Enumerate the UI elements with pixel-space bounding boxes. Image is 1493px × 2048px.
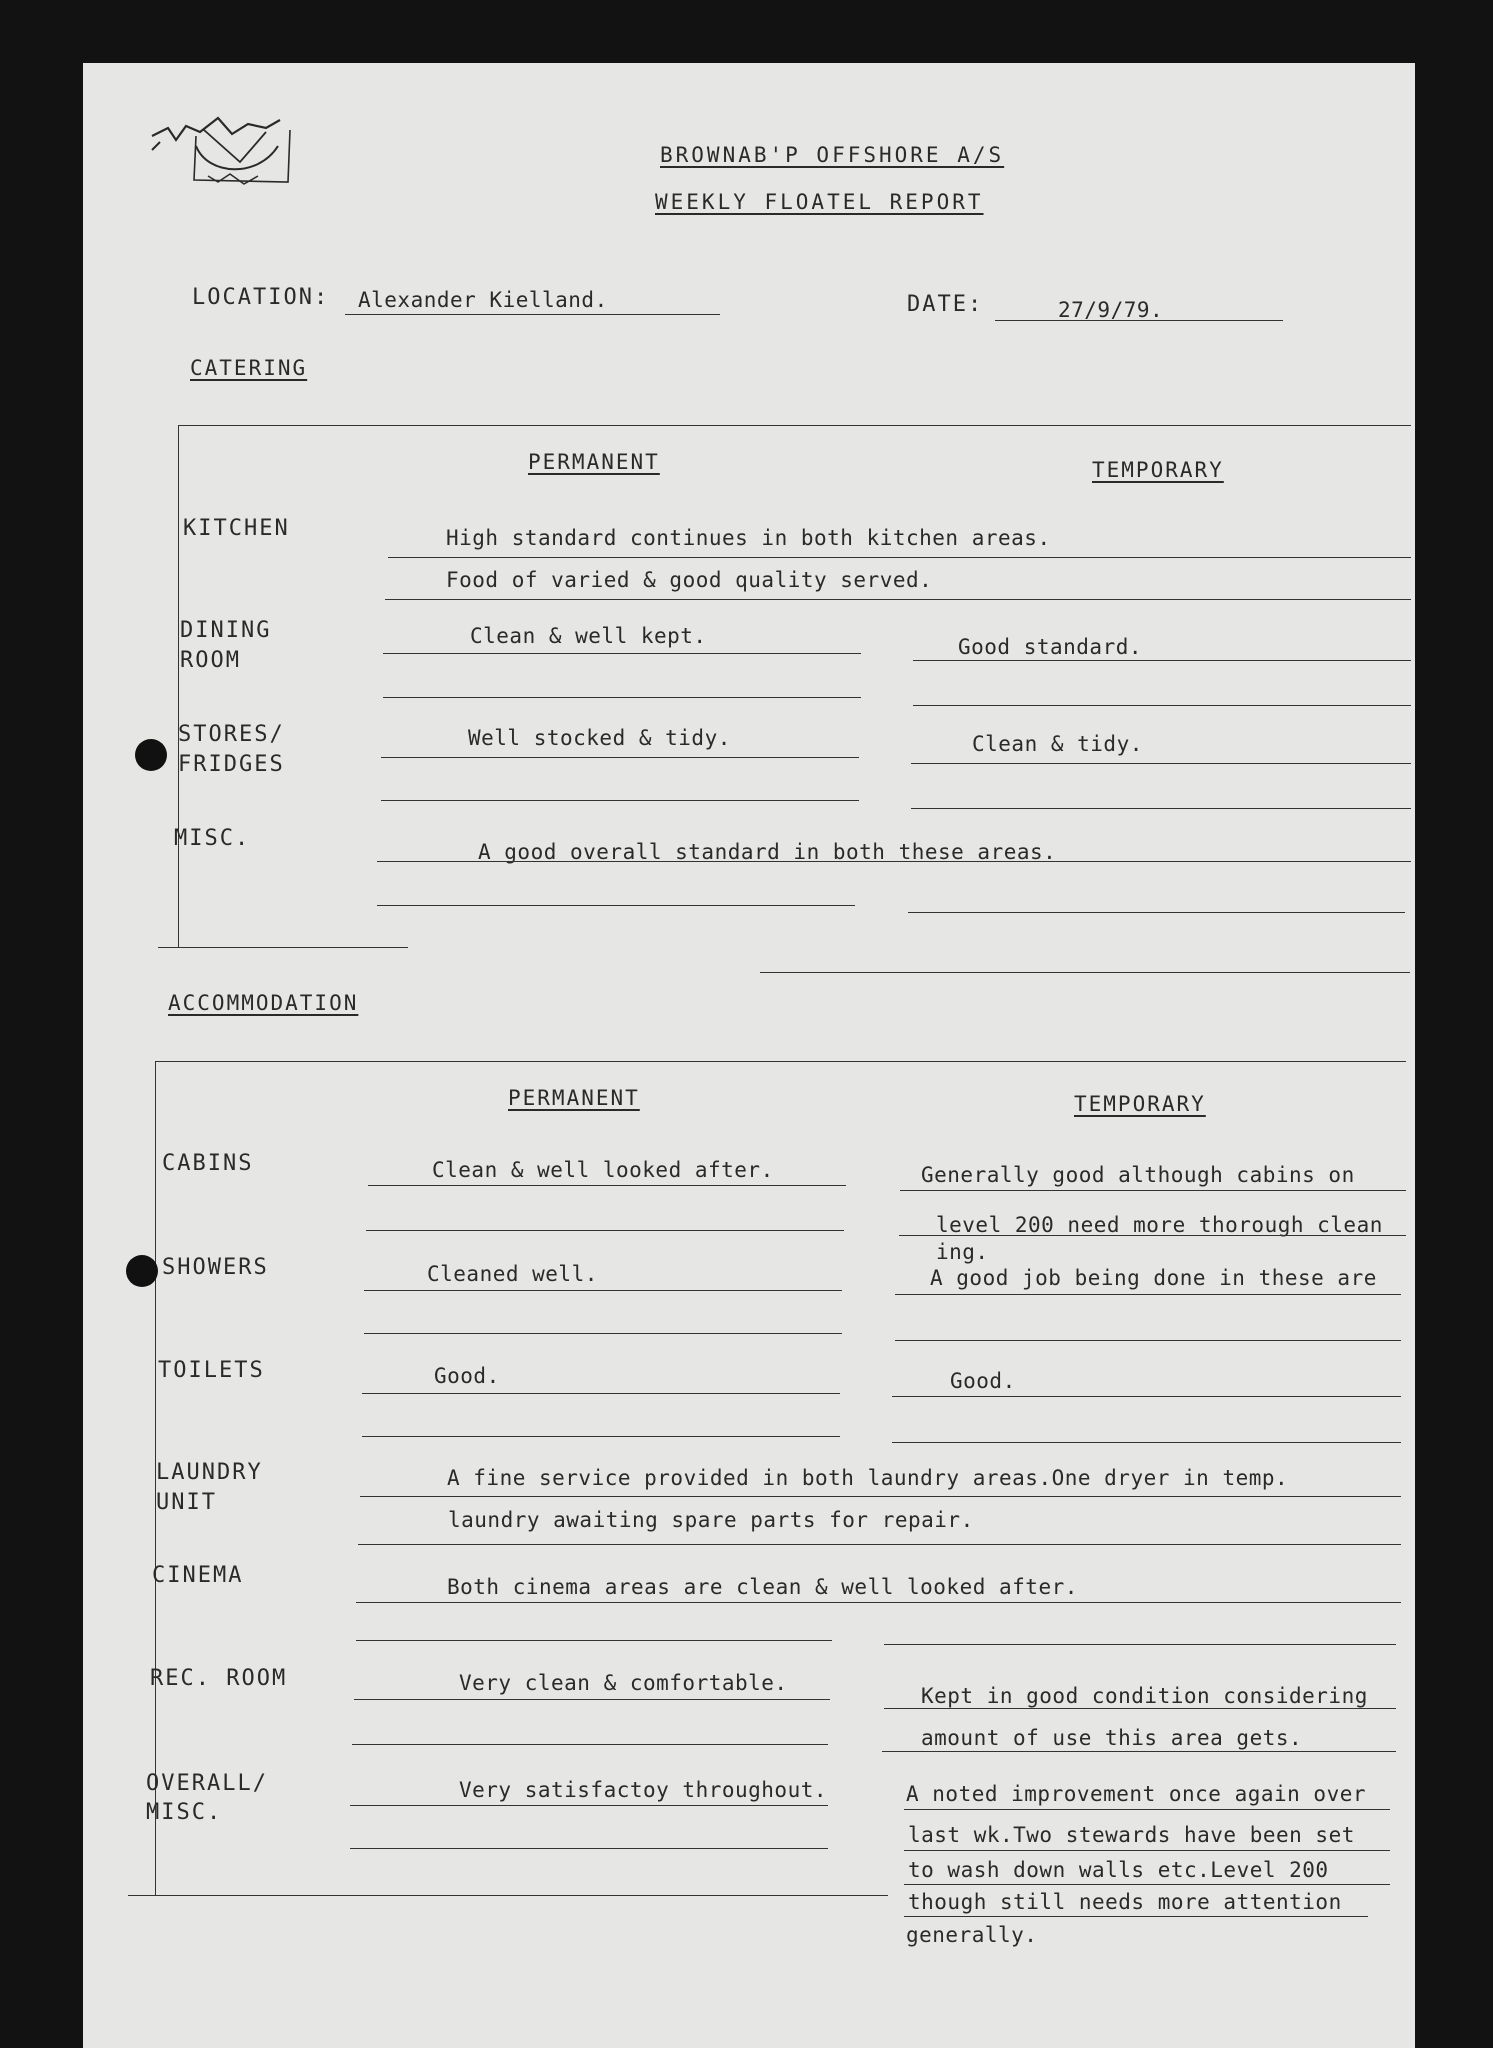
cinema-text: Both cinema areas are clean & well looked after. [447, 1575, 1078, 1599]
punch-hole-upper [135, 739, 167, 771]
toilets-perm-rule-2 [362, 1436, 840, 1437]
kitchen-rule-2 [385, 599, 1411, 600]
dining-temp-rule-2 [913, 705, 1411, 706]
cabins-temp-rule-1 [900, 1190, 1406, 1191]
showers-permanent: Cleaned well. [427, 1262, 598, 1286]
stores-permanent: Well stocked & tidy. [468, 726, 731, 750]
dining-permanent: Clean & well kept. [470, 624, 707, 648]
dining-perm-rule-1 [383, 653, 861, 654]
overall-temporary-4: though still needs more attention [908, 1890, 1342, 1914]
laundry-line-1: A fine service provided in both laundry areas.One dryer in temp. [447, 1466, 1289, 1490]
dining-temporary: Good standard. [958, 635, 1143, 659]
overall-temporary-1: A noted improvement once again over [906, 1782, 1367, 1806]
laundry-rule-1 [360, 1496, 1401, 1497]
misc-temp-rule-2 [908, 912, 1405, 913]
cabins-permanent: Clean & well looked after. [432, 1158, 774, 1182]
toilets-temp-rule-2 [892, 1442, 1401, 1443]
stores-temp-rule-2 [911, 808, 1411, 809]
punch-hole-lower [126, 1255, 158, 1287]
overall-label-2: MISC. [146, 1800, 223, 1825]
cabins-temporary-3: ing. [936, 1240, 989, 1264]
company-name: BROWNAB'P OFFSHORE A/S [660, 143, 1005, 167]
rec-room-temporary-2: amount of use this area gets. [921, 1726, 1303, 1750]
rec-temp-rule-1 [884, 1708, 1396, 1709]
rec-perm-rule-2 [352, 1744, 828, 1745]
rec-room-permanent: Very clean & comfortable. [459, 1671, 788, 1695]
cabins-label: CABINS [162, 1151, 254, 1176]
date-underline [995, 320, 1283, 321]
overall-perm-rule-1 [350, 1805, 828, 1806]
overall-temp-rule-1 [904, 1809, 1390, 1810]
cinema-temp-rule-2 [884, 1644, 1396, 1645]
laundry-label-2: UNIT [156, 1490, 217, 1515]
showers-temp-rule-2 [895, 1340, 1401, 1341]
dining-temp-rule-1 [913, 660, 1411, 661]
catering-col-permanent: PERMANENT [528, 450, 660, 474]
catering-section-title: CATERING [190, 356, 308, 380]
accommodation-box-bottom [128, 1895, 888, 1896]
cabins-perm-rule-1 [368, 1185, 846, 1186]
showers-label: SHOWERS [162, 1255, 269, 1280]
cabins-temporary-1: Generally good although cabins on [921, 1163, 1355, 1187]
stores-perm-rule-1 [381, 757, 859, 758]
overall-label-1: OVERALL/ [146, 1771, 268, 1796]
cabins-perm-rule-2 [366, 1230, 844, 1231]
overall-perm-rule-2 [350, 1848, 828, 1849]
cinema-perm-rule-2 [356, 1640, 832, 1641]
cabins-temp-rule-2 [899, 1235, 1406, 1236]
accommodation-section-title: ACCOMMODATION [168, 991, 359, 1015]
rec-temp-rule-2 [882, 1751, 1396, 1752]
kitchen-label: KITCHEN [183, 516, 290, 541]
cabins-temporary-2: level 200 need more thorough clean [936, 1213, 1383, 1237]
overall-temporary-5: generally. [906, 1923, 1038, 1947]
toilets-permanent: Good. [434, 1364, 500, 1388]
showers-temporary: A good job being done in these are [930, 1266, 1377, 1290]
rec-perm-rule-1 [354, 1699, 830, 1700]
laundry-line-2: laundry awaiting spare parts for repair. [448, 1508, 974, 1532]
catering-box-left [178, 425, 179, 947]
kitchen-line-2: Food of varied & good quality served. [446, 568, 933, 592]
kitchen-rule-1 [388, 557, 1411, 558]
catering-col-temporary: TEMPORARY [1092, 458, 1224, 482]
toilets-label: TOILETS [158, 1358, 265, 1383]
laundry-rule-2 [358, 1544, 1401, 1545]
misc-rule-1 [377, 861, 1411, 862]
catering-box-top [178, 425, 1411, 426]
toilets-perm-rule-1 [362, 1393, 840, 1394]
overall-temp-rule-4 [904, 1916, 1368, 1917]
showers-temp-rule-1 [895, 1294, 1401, 1295]
company-logo-scribble [148, 106, 318, 196]
kitchen-line-1: High standard continues in both kitchen areas. [446, 526, 1051, 550]
dining-label-1: DINING [180, 618, 272, 643]
showers-perm-rule-2 [364, 1333, 842, 1334]
catering-misc-label: MISC. [174, 826, 251, 851]
stores-temporary: Clean & tidy. [972, 732, 1143, 756]
showers-perm-rule-1 [364, 1290, 842, 1291]
overall-permanent: Very satisfactoy throughout. [459, 1778, 828, 1802]
rec-room-label: REC. ROOM [150, 1666, 288, 1691]
location-label: LOCATION: [192, 285, 330, 310]
report-title: WEEKLY FLOATEL REPORT [655, 190, 984, 214]
laundry-label-1: LAUNDRY [156, 1460, 263, 1485]
cinema-label: CINEMA [152, 1563, 244, 1588]
catering-box-bottom-right [760, 972, 1410, 973]
location-underline [345, 314, 720, 315]
toilets-temp-rule-1 [892, 1396, 1401, 1397]
rec-room-temporary-1: Kept in good condition considering [921, 1684, 1368, 1708]
dining-perm-rule-2 [383, 697, 861, 698]
catering-misc-text: A good overall standard in both these areas. [478, 840, 1057, 864]
date-value: 27/9/79. [1058, 298, 1164, 322]
accommodation-box-top [155, 1061, 1406, 1062]
accommodation-col-temporary: TEMPORARY [1074, 1092, 1206, 1116]
stores-perm-rule-2 [381, 800, 859, 801]
toilets-temporary: Good. [950, 1369, 1016, 1393]
catering-box-bottom [158, 947, 408, 948]
misc-perm-rule-2 [377, 905, 855, 906]
stores-label-1: STORES/ [178, 722, 285, 747]
dining-label-2: ROOM [180, 648, 241, 673]
overall-temp-rule-3 [904, 1884, 1390, 1885]
overall-temp-rule-2 [904, 1850, 1390, 1851]
overall-temporary-3: to wash down walls etc.Level 200 [908, 1858, 1329, 1882]
accommodation-col-permanent: PERMANENT [508, 1086, 640, 1110]
date-label: DATE: [907, 292, 984, 317]
location-value: Alexander Kielland. [358, 288, 608, 312]
stores-label-2: FRIDGES [178, 752, 285, 777]
overall-temporary-2: last wk.Two stewards have been set [908, 1823, 1355, 1847]
stores-temp-rule-1 [911, 763, 1411, 764]
cinema-rule-1 [356, 1602, 1401, 1603]
